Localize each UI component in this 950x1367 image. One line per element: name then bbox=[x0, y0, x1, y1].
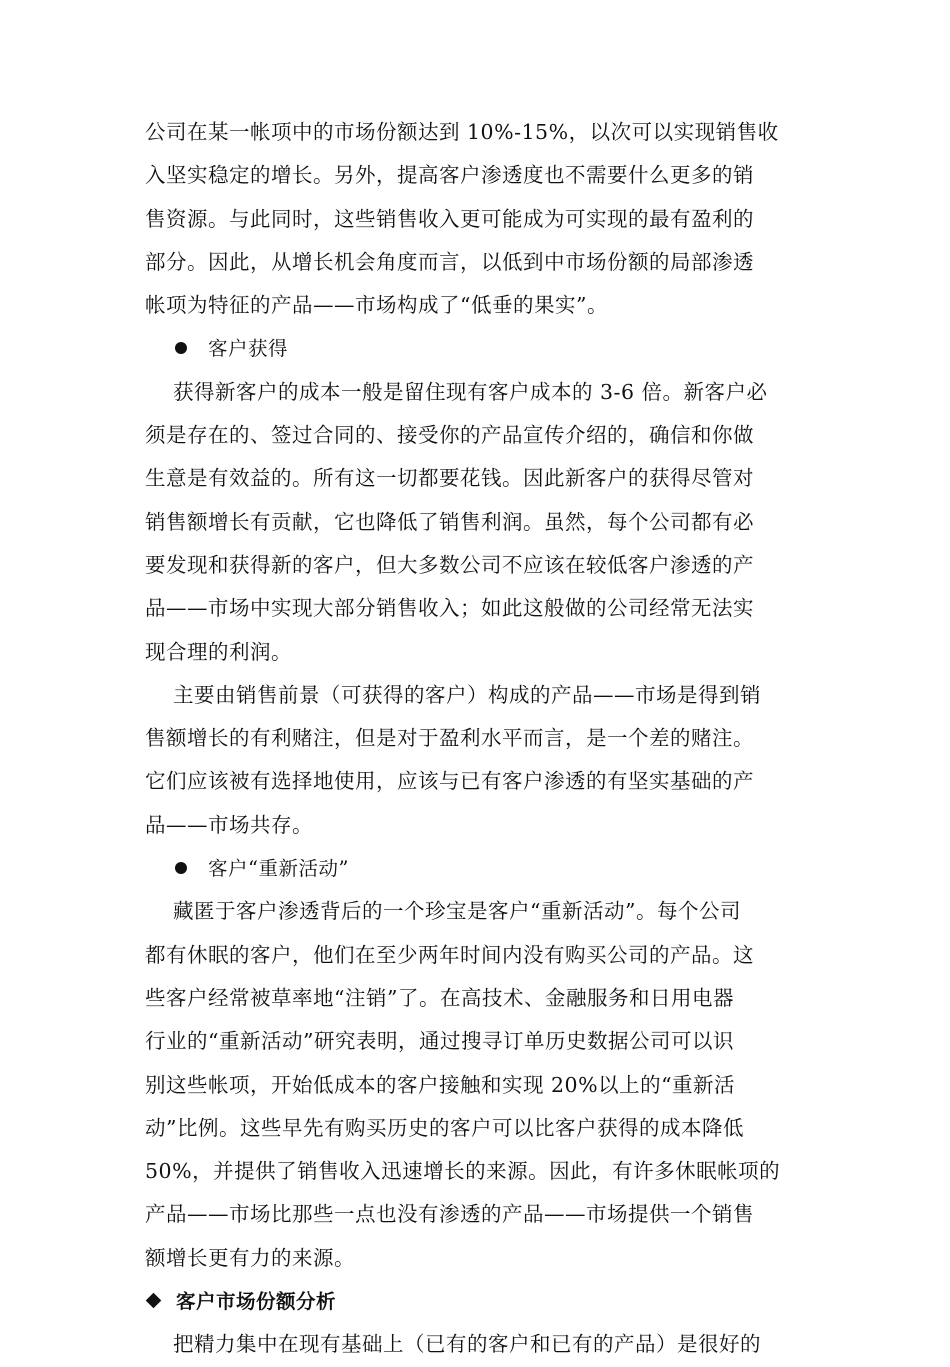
text-line: 把精力集中在现有基础上（已有的客户和已有的产品）是很好的 bbox=[173, 1332, 761, 1357]
text-line: 公司在某一帐项中的市场份额达到 10%-15%，以次可以实现销售收 bbox=[145, 120, 779, 144]
text-line: 品——市场共存。 bbox=[145, 812, 313, 837]
paragraph-reactivation bbox=[145, 890, 810, 1280]
document-page bbox=[145, 111, 810, 1367]
text-line: 入坚实稳定的增长。另外，提高客户渗透度也不需要什么更多的销 bbox=[145, 163, 754, 188]
text-line: 别这些帐项，开始低成本的客户接触和实现 20%以上的“重新活 bbox=[145, 1072, 736, 1097]
text-line: 行业的“重新活动”研究表明，通过搜寻订单历史数据公司可以识 bbox=[145, 1029, 734, 1054]
paragraph-sales-prospects bbox=[145, 674, 810, 847]
text-line: 些客户经常被草率地“注销”了。在高技术、金融服务和日用电器 bbox=[145, 985, 734, 1010]
bullet-label: 客户“重新活动” bbox=[208, 857, 349, 881]
text-line: 品——市场中实现大部分销售收入；如此这般做的公司经常无法实 bbox=[145, 596, 754, 621]
text-line: 部分。因此，从增长机会角度而言，以低到中市场份额的局部渗透 bbox=[145, 249, 754, 274]
section-heading-text: 客户市场份额分析 bbox=[176, 1290, 337, 1314]
section-heading bbox=[145, 1280, 810, 1323]
text-line: 须是存在的、签过合同的、接受你的产品宣传介绍的，确信和你做 bbox=[145, 423, 754, 448]
bullet-icon bbox=[175, 862, 187, 874]
text-line: 生意是有效益的。所有这一切都要花钱。因此新客户的获得尽管对 bbox=[145, 466, 754, 491]
text-line: 都有休眠的客户，他们在至少两年时间内没有购买公司的产品。这 bbox=[145, 942, 754, 967]
text-line: 50%，并提供了销售收入迅速增长的来源。因此，有许多休眠帐项的 bbox=[145, 1159, 781, 1184]
text-line: 它们应该被有选择地使用，应该与已有客户渗透的有坚实基础的产 bbox=[145, 769, 754, 794]
text-line: 销售额增长有贡献，它也降低了销售利润。虽然，每个公司都有必 bbox=[145, 509, 754, 534]
bullet-item-reactivation bbox=[145, 847, 810, 890]
diamond-bullet-icon bbox=[146, 1293, 162, 1309]
bullet-item-customer-acquisition bbox=[145, 327, 810, 370]
text-line: 动”比例。这些早先有购买历史的客户可以比客户获得的成本降低 bbox=[145, 1115, 744, 1140]
text-line: 售额增长的有利赌注，但是对于盈利水平而言，是一个差的赌注。 bbox=[145, 726, 754, 751]
bullet-label: 客户获得 bbox=[208, 337, 289, 361]
bullet-icon bbox=[175, 342, 187, 354]
paragraph-acquisition-cost bbox=[145, 371, 810, 674]
text-line: 售资源。与此同时，这些销售收入更可能成为可实现的最有盈利的 bbox=[145, 206, 754, 231]
text-line: 藏匿于客户渗透背后的一个珍宝是客户“重新活动”。每个公司 bbox=[173, 899, 741, 924]
paragraph-focus-existing-base bbox=[145, 1323, 810, 1366]
paragraph-market-share bbox=[145, 111, 810, 327]
text-line: 现合理的利润。 bbox=[145, 639, 292, 664]
text-line: 要发现和获得新的客户，但大多数公司不应该在较低客户渗透的产 bbox=[145, 552, 754, 577]
text-line: 帐项为特征的产品——市场构成了“低垂的果实”。 bbox=[145, 293, 608, 318]
text-line: 额增长更有力的来源。 bbox=[145, 1245, 355, 1270]
text-line: 获得新客户的成本一般是留住现有客户成本的 3-6 倍。新客户必 bbox=[173, 379, 768, 404]
text-line: 产品——市场比那些一点也没有渗透的产品——市场提供一个销售 bbox=[145, 1202, 754, 1227]
text-line: 主要由销售前景（可获得的客户）构成的产品——市场是得到销 bbox=[173, 682, 761, 707]
